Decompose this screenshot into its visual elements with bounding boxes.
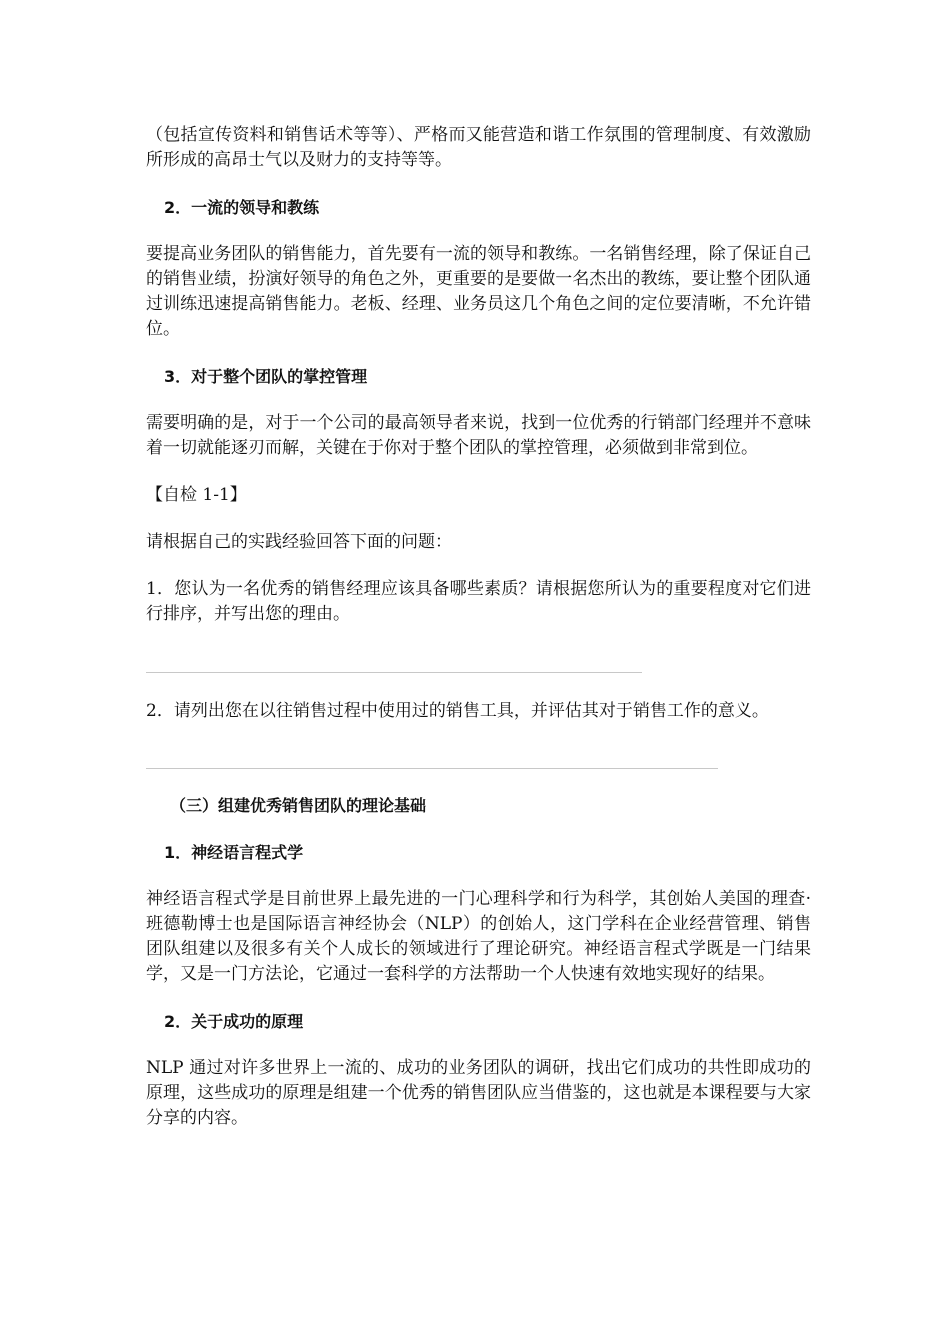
question-2: 2．请列出您在以往销售过程中使用过的销售工具，并评估其对于销售工作的意义。: [146, 701, 769, 721]
self-check-prompt: 请根据自己的实践经验回答下面的问题：: [146, 532, 452, 552]
heading-nlp: 1．神经语言程式学: [164, 843, 304, 862]
success-paragraph: NLP 通过对许多世界上一流的、成功的业务团队的调研，找出它们成功的共性即成功的原理，这些成功的原理是组建一个优秀的销售团队应当借鉴的，这也就是本课程要与大家分享的内容。: [146, 1058, 811, 1128]
intro-paragraph: （包括宣传资料和销售话术等等）、严格而又能营造和谐工作氛围的管理制度、有效激励所形成的高昂士气以及财力的支持等等。: [146, 125, 811, 170]
document-page: [146, 123, 811, 1131]
heading-team-control: 3．对于整个团队的掌控管理: [164, 367, 368, 386]
section-heading-theory: （三）组建优秀销售团队的理论基础: [170, 796, 427, 815]
heading-success-principle: 2．关于成功的原理: [164, 1012, 304, 1031]
heading-leadership: 2．一流的领导和教练: [164, 198, 320, 217]
self-check-label: 【自检 1-1】: [146, 485, 247, 505]
team-control-paragraph: 需要明确的是，对于一个公司的最高领导者来说，找到一位优秀的行销部门经理并不意味着一切就能逐刃而解，关键在于你对于整个团队的掌控管理，必须做到非常到位。: [146, 413, 811, 458]
nlp-paragraph: 神经语言程式学是目前世界上最先进的一门心理科学和行为科学，其创始人美国的理查·班德勒博士也是国际语言神经协会（NLP）的创始人，这门学科在企业经营管理、销售团队组建以及很多有关个人成长的领域进行了理论研究。神经语言程式学既是一门结果学，又是一门方法论，它通过一套科学的方法帮助一个人快速有效地实现好的结果。: [146, 889, 811, 984]
leadership-paragraph: 要提高业务团队的销售能力，首先要有一流的领导和教练。一名销售经理，除了保证自己的销售业绩，扮演好领导的角色之外，更重要的是要做一名杰出的教练，要让整个团队通过训练迅速提高销售能力。老板、经理、业务员这几个角色之间的定位要清晰，不允许错位。: [146, 244, 811, 339]
question-1: 1．您认为一名优秀的销售经理应该具备哪些素质？请根据您所认为的重要程度对它们进行排序，并写出您的理由。: [146, 579, 811, 624]
